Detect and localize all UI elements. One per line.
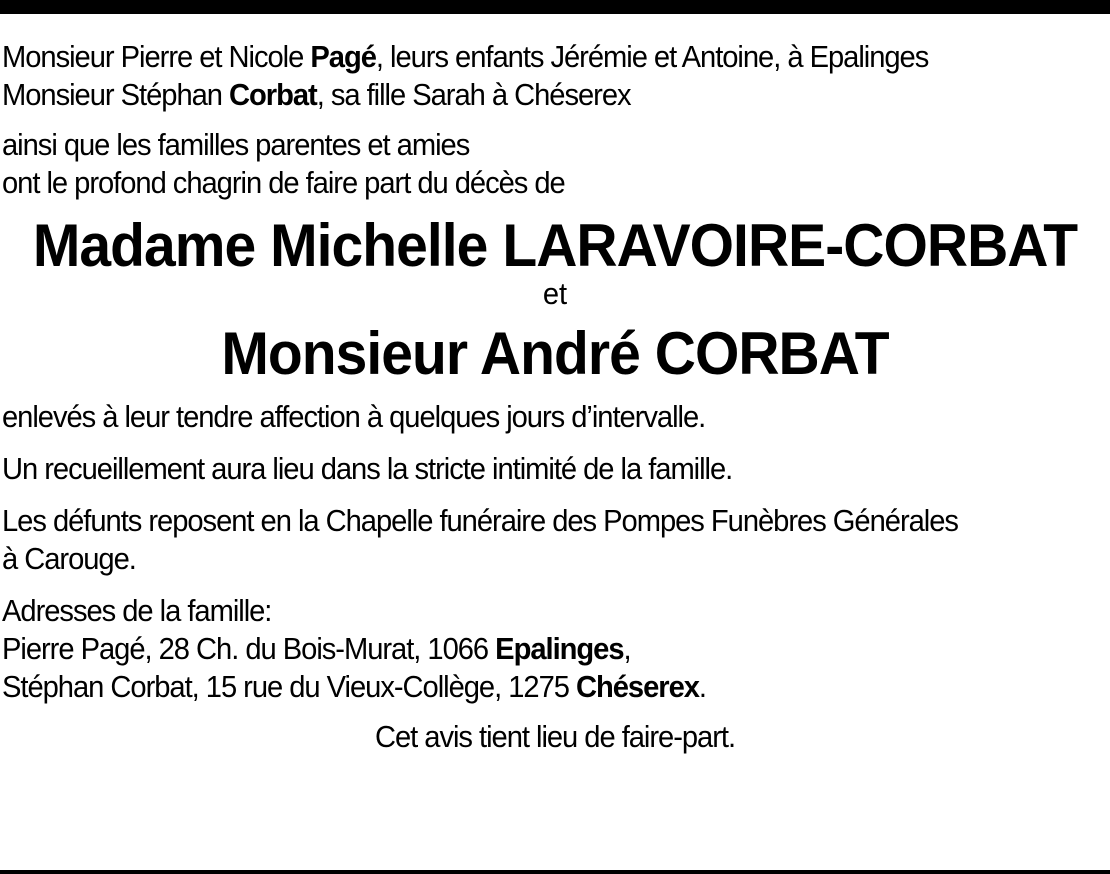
address-line-epalinges bbox=[2, 630, 1042, 668]
bottom-border-rule bbox=[0, 870, 1110, 874]
closing-line: Cet avis tient lieu de faire-part. bbox=[374, 719, 736, 754]
ceremony-line: Un recueillement aura lieu dans la stricte intimité de la famille. bbox=[2, 451, 733, 486]
deceased-name-1: Madame Michelle LARAVOIRE-CORBAT bbox=[32, 212, 1078, 279]
rest-place-line-2: à Carouge. bbox=[2, 541, 136, 576]
top-border-rule bbox=[0, 0, 1110, 14]
family-line-corbat-suffix: , sa fille Sarah à Chéserex bbox=[316, 77, 631, 112]
address-cheserex-city: Chéserex bbox=[575, 669, 699, 704]
address-epalinges-punct: , bbox=[623, 631, 631, 666]
addresses-heading: Adresses de la famille: bbox=[2, 593, 272, 628]
family-line-page-surname: Pagé bbox=[310, 39, 376, 74]
address-line-cheserex bbox=[2, 668, 1042, 706]
deceased-name-2: Monsieur André CORBAT bbox=[221, 320, 889, 387]
family-line-corbat-surname: Corbat bbox=[229, 77, 317, 112]
address-cheserex-street: Stéphan Corbat, 15 rue du Vieux-Collège, 1275 bbox=[2, 669, 576, 704]
address-epalinges-city: Epalinges bbox=[495, 631, 624, 666]
family-line-corbat-prefix: Monsieur Stéphan bbox=[2, 77, 230, 112]
family-line-page bbox=[2, 38, 1042, 76]
obituary-notice bbox=[2, 38, 1108, 756]
address-epalinges-street: Pierre Pagé, 28 Ch. du Bois-Murat, 1066 bbox=[2, 631, 496, 666]
affection-line: enlevés à leur tendre affection à quelques jours d’intervalle. bbox=[2, 399, 706, 434]
family-line-corbat bbox=[2, 76, 1042, 114]
address-cheserex-punct: . bbox=[698, 669, 707, 704]
conjunction-text: et bbox=[542, 276, 568, 311]
announcement-line: ont le profond chagrin de faire part du décès de bbox=[2, 165, 565, 200]
family-line-page-suffix: , leurs enfants Jérémie et Antoine, à Epalinges bbox=[375, 39, 929, 74]
relatives-line: ainsi que les familles parentes et amies bbox=[2, 127, 470, 162]
rest-place-line-1: Les défunts reposent en la Chapelle funéraire des Pompes Funèbres Générales bbox=[2, 503, 958, 538]
family-line-page-prefix: Monsieur Pierre et Nicole bbox=[2, 39, 311, 74]
